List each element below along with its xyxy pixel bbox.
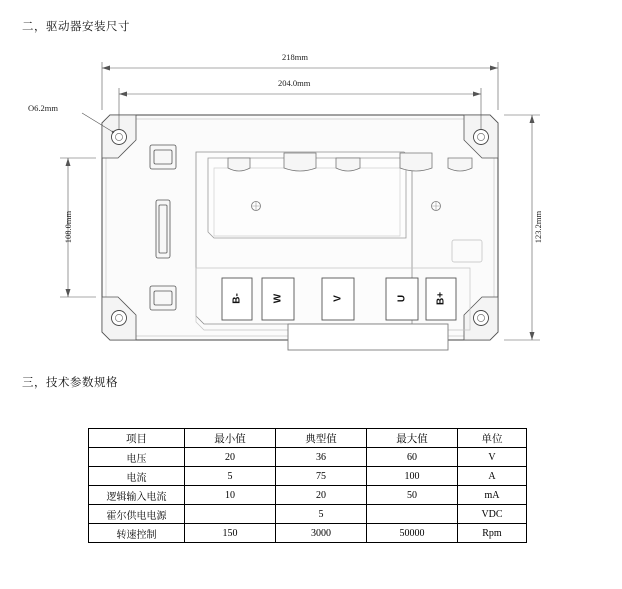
cell-min: 10 [185, 486, 276, 505]
cell-max: 50 [367, 486, 458, 505]
cell-typ: 75 [276, 467, 367, 486]
column-header-typical: 典型值 [276, 429, 367, 448]
column-header-unit: 单位 [458, 429, 527, 448]
cell-unit: VDC [458, 505, 527, 524]
dim-overall-width: 218mm [282, 52, 308, 62]
cell-min: 20 [185, 448, 276, 467]
terminal-label-w: W [272, 293, 284, 304]
cell-item: 电流 [89, 467, 185, 486]
cell-min: 150 [185, 524, 276, 543]
table-header-row [89, 429, 527, 448]
dim-inner-width: 204.0mm [278, 78, 311, 88]
cell-item: 转速控制 [89, 524, 185, 543]
dim-right-height: 123.2mm [533, 210, 543, 244]
table-row [89, 467, 527, 486]
terminal-label-u: U [396, 294, 408, 303]
table-row [89, 524, 527, 543]
cell-unit: Rpm [458, 524, 527, 543]
cell-max: 50000 [367, 524, 458, 543]
cell-unit: A [458, 467, 527, 486]
section-heading-technical-specs: 三，技术参数规格 [22, 377, 118, 389]
cell-unit: V [458, 448, 527, 467]
dim-left-height: 108.0mm [63, 210, 73, 244]
cell-min: 5 [185, 467, 276, 486]
cell-typ: 5 [276, 505, 367, 524]
table-row [89, 486, 527, 505]
terminal-label-v: V [332, 295, 344, 302]
dim-hole-diameter: O6.2mm [28, 103, 58, 113]
cell-typ: 36 [276, 448, 367, 467]
column-header-max: 最大值 [367, 429, 458, 448]
column-header-item: 项目 [89, 429, 185, 448]
cell-max: 100 [367, 467, 458, 486]
terminal-label-b-minus: B- [231, 293, 243, 304]
cell-item: 霍尔供电电源 [89, 505, 185, 524]
technical-spec-table [88, 428, 527, 543]
cell-typ: 3000 [276, 524, 367, 543]
table-row [89, 505, 527, 524]
cell-max: 60 [367, 448, 458, 467]
table-row [89, 448, 527, 467]
terminal-label-b-plus: B+ [435, 291, 447, 306]
cell-min [185, 505, 276, 524]
section-heading-installation-dimensions: 二，驱动器安装尺寸 [22, 21, 130, 33]
cell-typ: 20 [276, 486, 367, 505]
cell-item: 电压 [89, 448, 185, 467]
column-header-min: 最小值 [185, 429, 276, 448]
cell-max [367, 505, 458, 524]
cell-unit: mA [458, 486, 527, 505]
cell-item: 逻辑输入电流 [89, 486, 185, 505]
driver-installation-drawing [0, 40, 622, 360]
